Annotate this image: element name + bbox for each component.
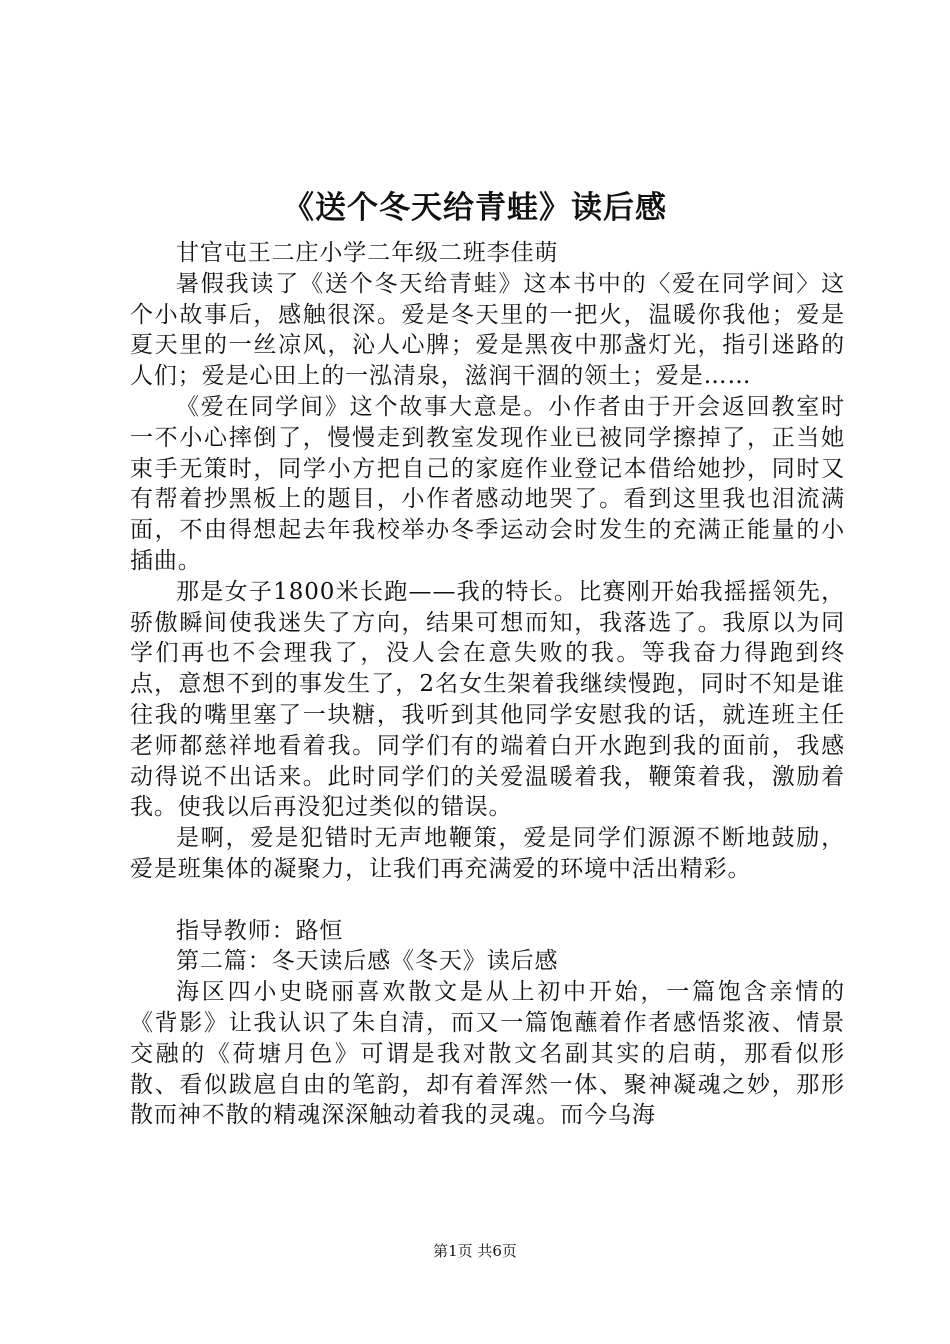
paragraph-1: 暑假我读了《送个冬天给青蛙》这本书中的〈爱在同学间〉这个小故事后，感触很深。爱是冬天里的一把火，温暖你我他；爱是夏天里的一丝凉风，沁人心脾；爱是黑夜中那盏灯光，指引迷路的人们；爱是心田上的一泓清泉，滋润干涸的领土；爱是……	[130, 270, 845, 390]
second-article-paragraph: 海区四小史晓丽喜欢散文是从上初中开始，一篇饱含亲情的《背影》让我认识了朱自清，而又一篇饱蘸着作者感悟浆液、情景交融的《荷塘月色》可谓是我对散文名副其实的启萌，那看似形散、看似跋扈自由的笔韵，却有着浑然一体、聚神凝魂之妙，那形散而神不散的精魂深深触动着我的灵魂。而今乌海	[130, 979, 845, 1129]
page-footer: 第1页 共6页	[433, 1242, 517, 1260]
blank-line	[130, 885, 845, 916]
paragraph-2: 《爱在同学间》这个故事大意是。小作者由于开会返回教室时一不小心摔倒了，慢慢走到教室发现作业已被同学擦掉了，正当她束手无策时，同学小方把自己的家庭作业登记本借给她抄，同时又有帮着抄黑板上的题目，小作者感动地哭了。看到这里我也泪流满面，不由得想起去年我校举办冬季运动会时发生的充满正能量的小插曲。	[130, 393, 845, 574]
paragraph-4: 是啊，爱是犯错时无声地鞭策，爱是同学们源源不断地鼓励，爱是班集体的凝聚力，让我们再充满爱的环境中活出精彩。	[130, 825, 845, 882]
document-title: 《送个冬天给青蛙》读后感	[283, 190, 667, 226]
author-line: 甘官屯王二庄小学二年级二班李佳萌	[176, 240, 559, 266]
document-body	[130, 238, 845, 1131]
teacher-line: 指导教师：路恒	[176, 917, 344, 944]
paragraph-3: 那是女子1800米长跑——我的特长。比赛刚开始我摇摇领先，骄傲瞬间使我迷失了方向，结果可想而知，我落选了。我原以为同学们再也不会理我了，没人会在意失败的我。等我奋力得跑到终点，意想不到的事发生了，2名女生架着我继续慢跑，同时不知是谁往我的嘴里塞了一块糖，我听到其他同学安慰我的话，就连班主任老师都慈祥地看着我。同学们有的端着白开水跑到我的面前，我感动得说不出话来。此时同学们的关爱温暖着我，鞭策着我，激励着我。使我以后再没犯过类似的错误。	[130, 578, 845, 821]
second-article-heading: 第二篇：冬天读后感《冬天》读后感	[176, 948, 559, 975]
